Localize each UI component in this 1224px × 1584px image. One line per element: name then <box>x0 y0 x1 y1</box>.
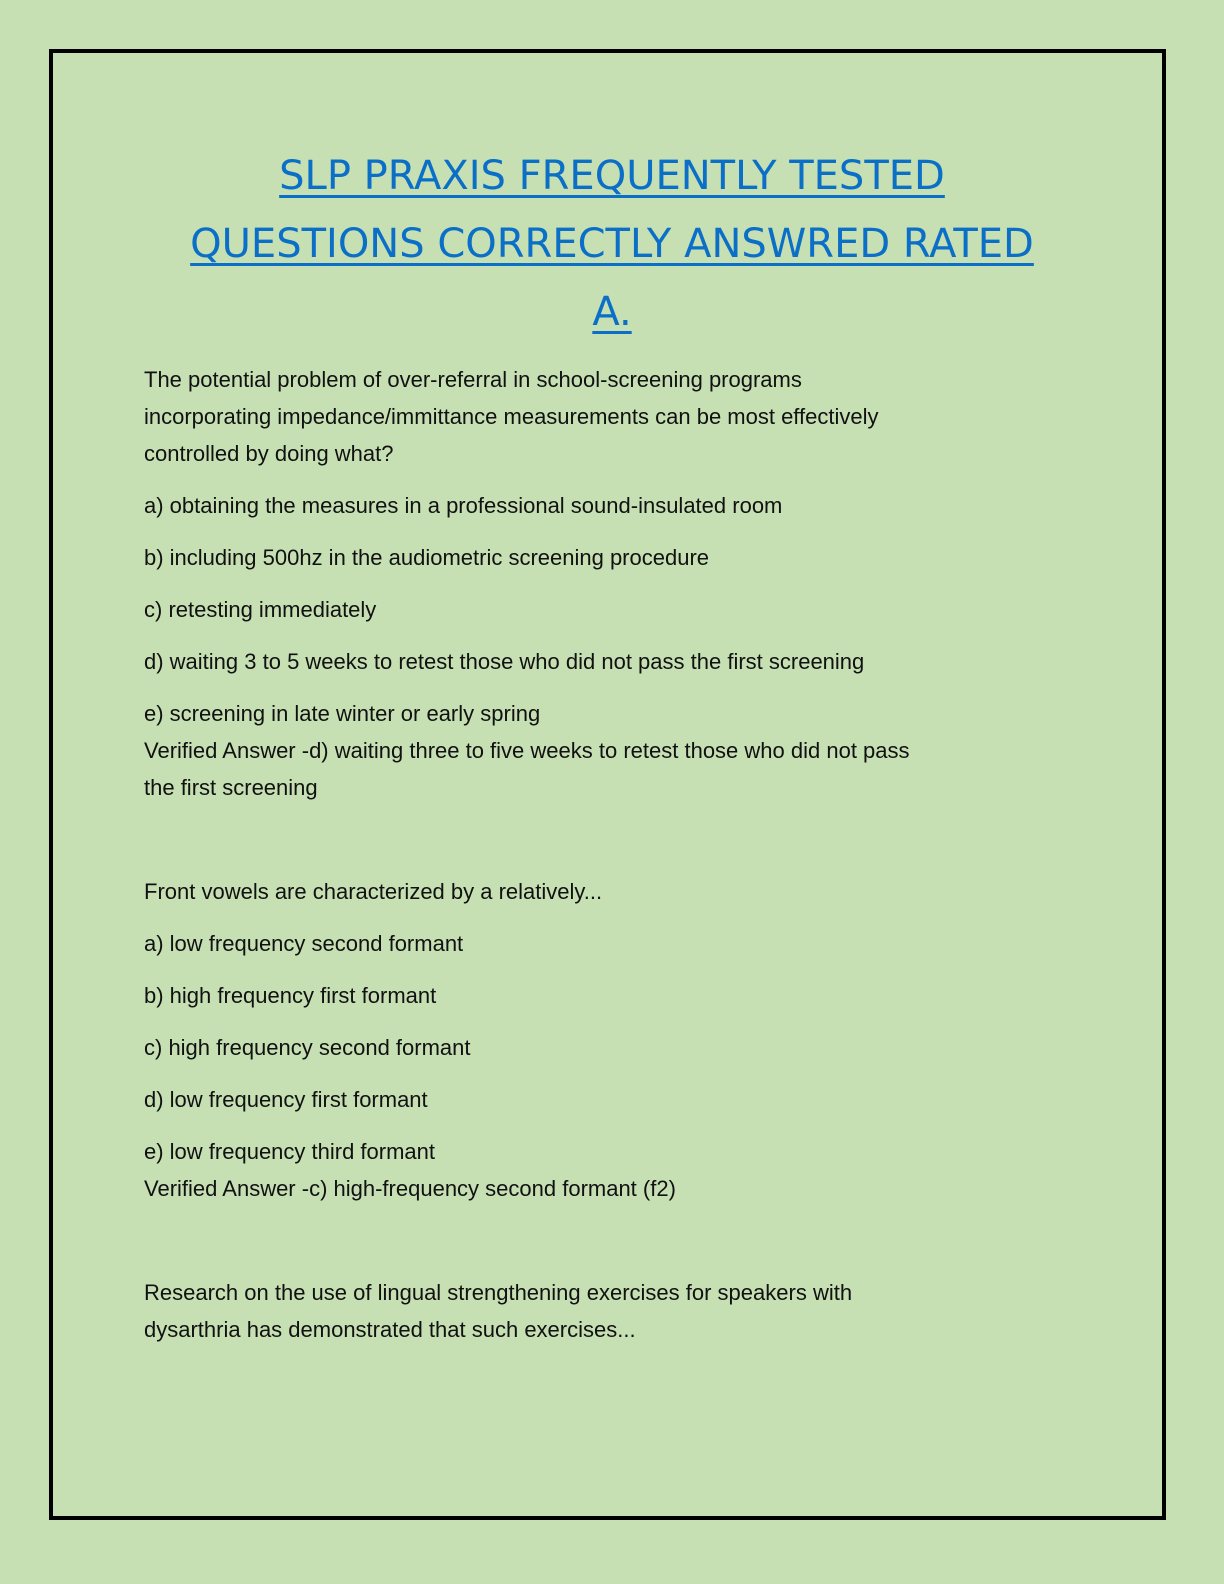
questions-body <box>144 361 1064 1348</box>
question-1-answer-line: Verified Answer -d) waiting three to five weeks to retest those who did not pass <box>144 738 910 763</box>
question-2-option-c: c) high frequency second formant <box>144 1035 471 1060</box>
question-2-text-line: Front vowels are characterized by a relatively... <box>144 879 603 904</box>
question-block-1 <box>144 361 1064 806</box>
section-spacer <box>144 1207 1064 1274</box>
question-1-option-e: e) screening in late winter or early spring <box>144 701 541 726</box>
question-1-option-b: b) including 500hz in the audiometric screening procedure <box>144 545 710 570</box>
question-block-2 <box>144 873 1064 1207</box>
question-1-option-c: c) retesting immediately <box>144 597 377 622</box>
question-1-option-d: d) waiting 3 to 5 weeks to retest those who did not pass the first screening <box>144 649 865 674</box>
question-1-option-a: a) obtaining the measures in a professional sound-insulated room <box>144 493 783 518</box>
question-3-text-line: dysarthria has demonstrated that such exercises... <box>144 1317 636 1342</box>
question-2-option-b: b) high frequency first formant <box>144 983 437 1008</box>
document-title <box>100 142 1124 346</box>
question-1-text-line: incorporating impedance/immittance measurements can be most effectively <box>144 404 879 429</box>
question-1-answer-line: the first screening <box>144 775 318 800</box>
question-block-3 <box>144 1274 1064 1348</box>
section-spacer <box>144 806 1064 873</box>
title-line-1: SLP PRAXIS FREQUENTLY TESTED <box>279 153 945 199</box>
title-line-3: A. <box>592 289 632 335</box>
question-2-answer-line: Verified Answer -c) high-frequency second formant (f2) <box>144 1176 676 1201</box>
question-2-option-e: e) low frequency third formant <box>144 1139 436 1164</box>
question-1-text-line: The potential problem of over-referral in school-screening programs <box>144 367 802 392</box>
question-3-text-line: Research on the use of lingual strengthening exercises for speakers with <box>144 1280 853 1305</box>
title-line-2: QUESTIONS CORRECTLY ANSWRED RATED <box>190 221 1034 267</box>
question-2-option-a: a) low frequency second formant <box>144 931 464 956</box>
question-1-text-line: controlled by doing what? <box>144 441 394 466</box>
question-2-option-d: d) low frequency first formant <box>144 1087 428 1112</box>
